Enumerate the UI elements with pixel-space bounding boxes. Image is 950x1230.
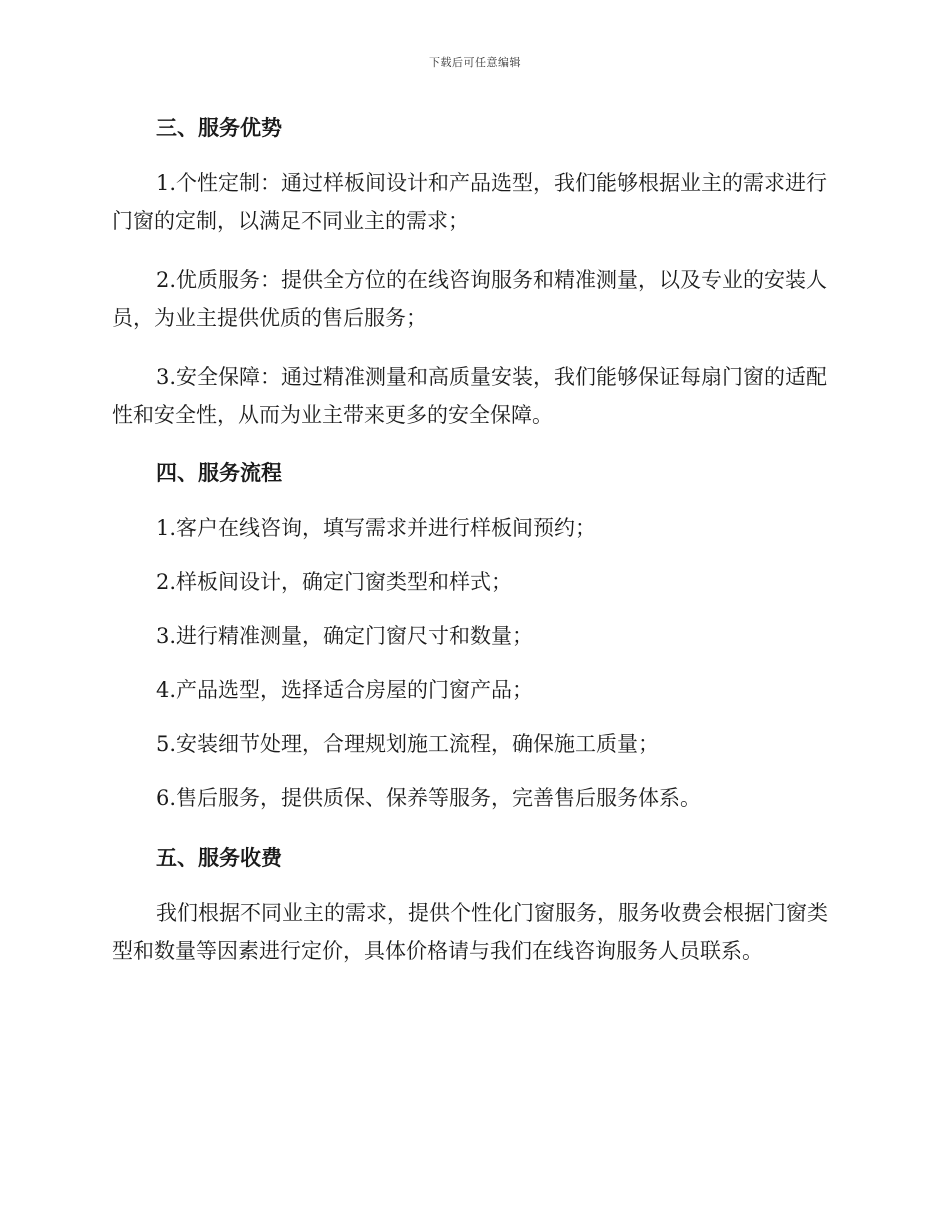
advantage-item: 2.优质服务：提供全方位的在线咨询服务和精准测量，以及专业的安装人员，为业主提供优质的售后服务； bbox=[112, 268, 828, 330]
process-step: 5.安装细节处理，合理规划施工流程，确保施工质量； bbox=[156, 732, 660, 756]
process-step: 4.产品选型，选择适合房屋的门窗产品； bbox=[156, 678, 534, 702]
section-heading-advantages: 三、服务优势 bbox=[156, 115, 282, 140]
advantage-item: 3.安全保障：通过精准测量和高质量安装，我们能够保证每扇门窗的适配性和安全性，从而为业主带来更多的安全保障。 bbox=[112, 365, 828, 427]
process-step: 2.样板间设计，确定门窗类型和样式； bbox=[156, 570, 513, 594]
section-heading-process: 四、服务流程 bbox=[156, 460, 282, 485]
process-step: 1.客户在线咨询，填写需求并进行样板间预约； bbox=[156, 516, 597, 540]
section-heading-fees: 五、服务收费 bbox=[156, 845, 282, 870]
header-note: 下载后可任意编辑 bbox=[429, 56, 521, 69]
process-step: 6.售后服务，提供质保、保养等服务，完善售后服务体系。 bbox=[156, 786, 702, 810]
advantage-item: 1.个性定制：通过样板间设计和产品选型，我们能够根据业主的需求进行门窗的定制，以满足不同业主的需求； bbox=[112, 171, 828, 233]
fees-paragraph: 我们根据不同业主的需求，提供个性化门窗服务，服务收费会根据门窗类型和数量等因素进行定价，具体价格请与我们在线咨询服务人员联系。 bbox=[112, 901, 828, 963]
process-step: 3.进行精准测量，确定门窗尺寸和数量； bbox=[156, 624, 534, 648]
